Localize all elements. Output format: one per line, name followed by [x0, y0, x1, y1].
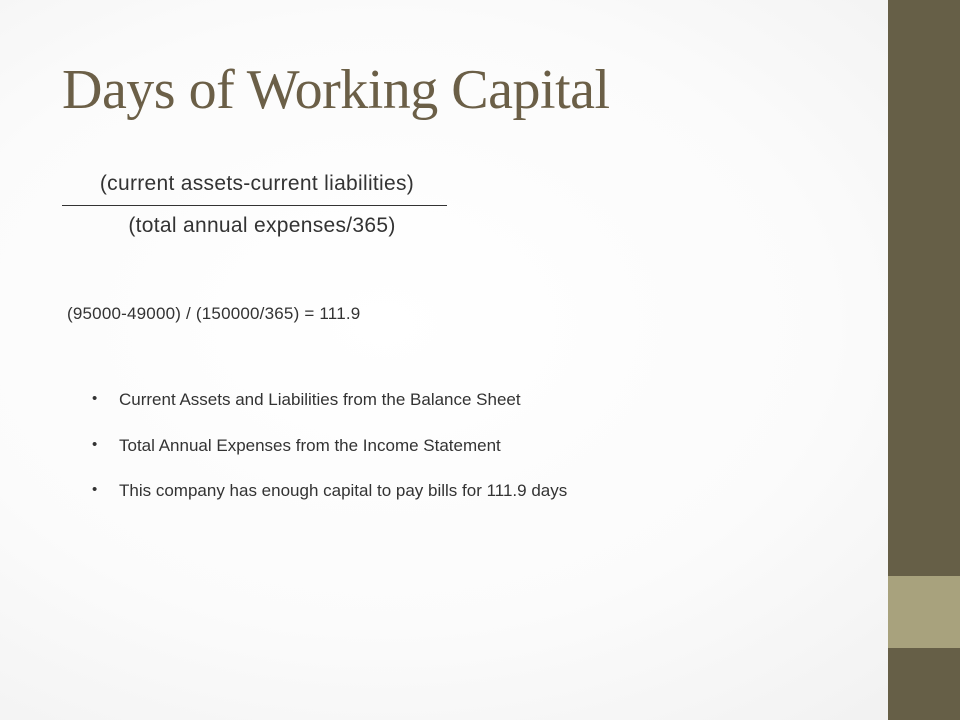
bullet-dot-icon: • — [92, 390, 98, 407]
bullet-item — [92, 481, 567, 527]
bullet-dot-icon: • — [92, 435, 98, 453]
formula-numerator: (current assets-current liabilities) — [99, 172, 415, 195]
slide-title: Days of Working Capital — [62, 59, 610, 121]
bullet-dot-icon: • — [92, 481, 98, 498]
sidebar-band-top — [888, 0, 960, 576]
bullet-text: This company has enough capital to pay bills for 111.9 days — [119, 481, 568, 500]
formula-fraction — [62, 172, 452, 238]
bullet-item — [92, 390, 567, 436]
sidebar-band-middle — [888, 576, 960, 648]
calculation-text: (95000-49000) / (150000/365) = 111.9 — [67, 304, 361, 323]
bullet-list — [92, 390, 567, 527]
bullet-text: Current Assets and Liabilities from the Balance Sheet — [119, 390, 521, 409]
bullet-item — [92, 436, 567, 482]
formula-denominator: (total annual expenses/365) — [128, 214, 396, 237]
bullet-text: Total Annual Expenses from the Income Statement — [119, 435, 501, 455]
sidebar-band-bottom — [888, 648, 960, 720]
